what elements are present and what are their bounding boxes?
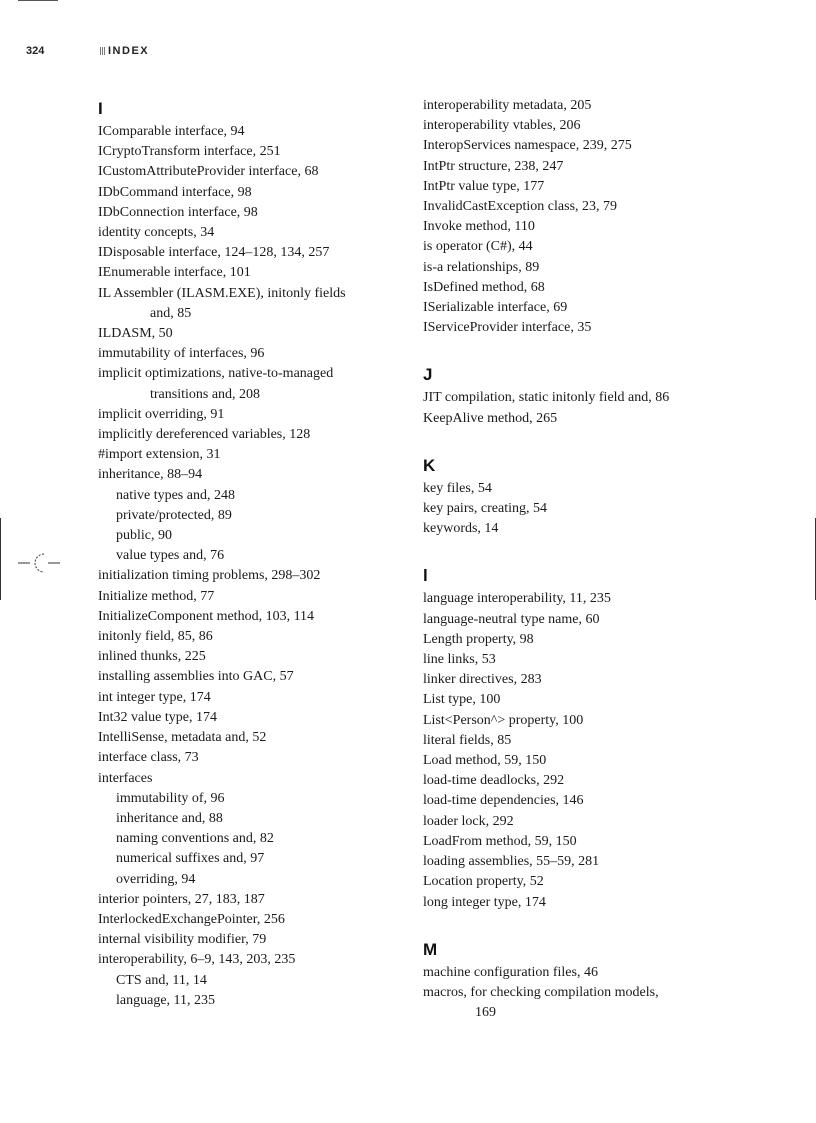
running-header: [26, 44, 149, 58]
index-entry: installing assemblies into GAC, 57: [98, 669, 294, 685]
index-entry: JIT compilation, static initonly field and, 86: [423, 390, 670, 406]
index-entry: key files, 54: [423, 480, 492, 496]
index-entry: KeepAlive method, 265: [423, 410, 558, 426]
index-column-left: [98, 96, 398, 1011]
section-letter-l: l: [423, 566, 428, 586]
section-letter-k: K: [423, 455, 436, 475]
index-entry: key pairs, creating, 54: [423, 501, 548, 517]
index-entry: IntelliSense, metadata and, 52: [98, 730, 267, 746]
section-letter-j: J: [423, 365, 433, 385]
index-entry: Initialize method, 77: [98, 588, 215, 604]
index-entry: IComparable interface, 94: [98, 124, 245, 139]
index-entry: Int32 value type, 174: [98, 709, 217, 725]
index-subentry: immutability of, 96: [116, 790, 225, 806]
index-entry: Invoke method, 110: [423, 219, 535, 235]
index-entry-continuation: transitions and, 208: [150, 386, 261, 402]
index-entry: initonly field, 85, 86: [98, 629, 213, 645]
index-entry: Location property, 52: [423, 874, 544, 890]
index-entry: List type, 100: [423, 692, 501, 708]
index-entry: IDbCommand interface, 98: [98, 184, 252, 200]
index-entry: loader lock, 292: [423, 813, 514, 829]
index-entry: Length property, 98: [423, 631, 534, 647]
index-entry: IDbConnection interface, 98: [98, 204, 258, 220]
index-entry: is operator (C#), 44: [423, 239, 533, 255]
index-entry: interoperability vtables, 206: [423, 118, 581, 134]
index-entry: immutability of interfaces, 96: [98, 346, 265, 362]
index-entry: IntPtr value type, 177: [423, 178, 545, 194]
index-entry: macros, for checking compilation models,: [423, 984, 659, 1000]
section-letter-i: I: [98, 99, 103, 118]
index-entry: #import extension, 31: [98, 447, 221, 463]
index-subentry: private/protected, 89: [116, 507, 232, 523]
index-entry-continuation: and, 85: [150, 305, 192, 321]
index-entry: List<Person^> property, 100: [423, 712, 584, 728]
index-subentry: CTS and, 11, 14: [116, 972, 207, 988]
index-entry: linker directives, 283: [423, 672, 542, 688]
index-entry: long integer type, 174: [423, 894, 546, 910]
header-bullet-icon: [100, 47, 106, 55]
index-entry: line links, 53: [423, 652, 496, 668]
index-subentry: naming conventions and, 82: [116, 831, 274, 847]
index-entry: ICustomAttributeProvider interface, 68: [98, 164, 319, 180]
index-entry: keywords, 14: [423, 521, 499, 537]
index-entry: internal visibility modifier, 79: [98, 932, 267, 948]
registration-mark-icon: [16, 548, 62, 578]
section-letter-m: M: [423, 939, 438, 959]
crop-mark-top: [18, 0, 58, 1]
index-entry: IL Assembler (ILASM.EXE), initonly fields: [98, 285, 346, 301]
page-number: 324: [26, 45, 45, 57]
header-title: INDEX: [108, 45, 150, 57]
index-subentry: inheritance and, 88: [116, 810, 223, 826]
index-subentry: native types and, 248: [116, 487, 235, 503]
index-entry: Load method, 59, 150: [423, 753, 547, 769]
index-entry: IDisposable interface, 124–128, 134, 257: [98, 245, 330, 261]
index-entry: interfaces: [98, 770, 153, 786]
index-entry: int integer type, 174: [98, 689, 211, 705]
index-entry: loading assemblies, 55–59, 281: [423, 854, 600, 870]
index-subentry: language, 11, 235: [116, 992, 216, 1008]
index-entry: LoadFrom method, 59, 150: [423, 833, 577, 849]
index-entry: initialization timing problems, 298–302: [98, 568, 321, 584]
index-entry: implicit optimizations, native-to-managed: [98, 366, 334, 382]
index-entry: interoperability, 6–9, 143, 203, 235: [98, 952, 296, 968]
index-entry: IServiceProvider interface, 35: [423, 320, 592, 336]
index-subentry: overriding, 94: [116, 871, 196, 887]
index-entry: inlined thunks, 225: [98, 649, 206, 665]
index-entry: interior pointers, 27, 183, 187: [98, 891, 265, 907]
index-entry: literal fields, 85: [423, 732, 512, 748]
index-entry: ICryptoTransform interface, 251: [98, 144, 281, 160]
index-entry: load-time deadlocks, 292: [423, 773, 565, 789]
index-entry: InvalidCastException class, 23, 79: [423, 199, 618, 215]
index-entry: implicitly dereferenced variables, 128: [98, 427, 311, 443]
index-subentry: public, 90: [116, 528, 172, 544]
index-entry: interoperability metadata, 205: [423, 98, 592, 113]
index-entry: IEnumerable interface, 101: [98, 265, 251, 281]
index-entry: language interoperability, 11, 235: [423, 591, 611, 607]
index-subentry: numerical suffixes and, 97: [116, 851, 265, 867]
index-entry: InterlockedExchangePointer, 256: [98, 911, 285, 927]
index-entry: machine configuration files, 46: [423, 964, 598, 980]
index-entry: inheritance, 88–94: [98, 467, 203, 483]
index-column-right: [423, 96, 723, 1023]
index-entry: InitializeComponent method, 103, 114: [98, 608, 315, 624]
index-entry: interface class, 73: [98, 750, 199, 766]
crop-mark-left-edge: [0, 518, 1, 600]
index-entry: language-neutral type name, 60: [423, 611, 600, 627]
index-entry: is-a relationships, 89: [423, 259, 540, 275]
index-entry: InteropServices namespace, 239, 275: [423, 138, 632, 154]
index-entry: ILDASM, 50: [98, 326, 173, 342]
index-subentry: value types and, 76: [116, 548, 225, 564]
index-entry: identity concepts, 34: [98, 225, 215, 241]
index-entry: IntPtr structure, 238, 247: [423, 158, 564, 174]
index-entry: ISerializable interface, 69: [423, 300, 568, 316]
index-entry: load-time dependencies, 146: [423, 793, 584, 809]
index-entry-continuation: 169: [475, 1005, 496, 1021]
index-entry: IsDefined method, 68: [423, 279, 545, 295]
index-entry: implicit overriding, 91: [98, 406, 225, 422]
